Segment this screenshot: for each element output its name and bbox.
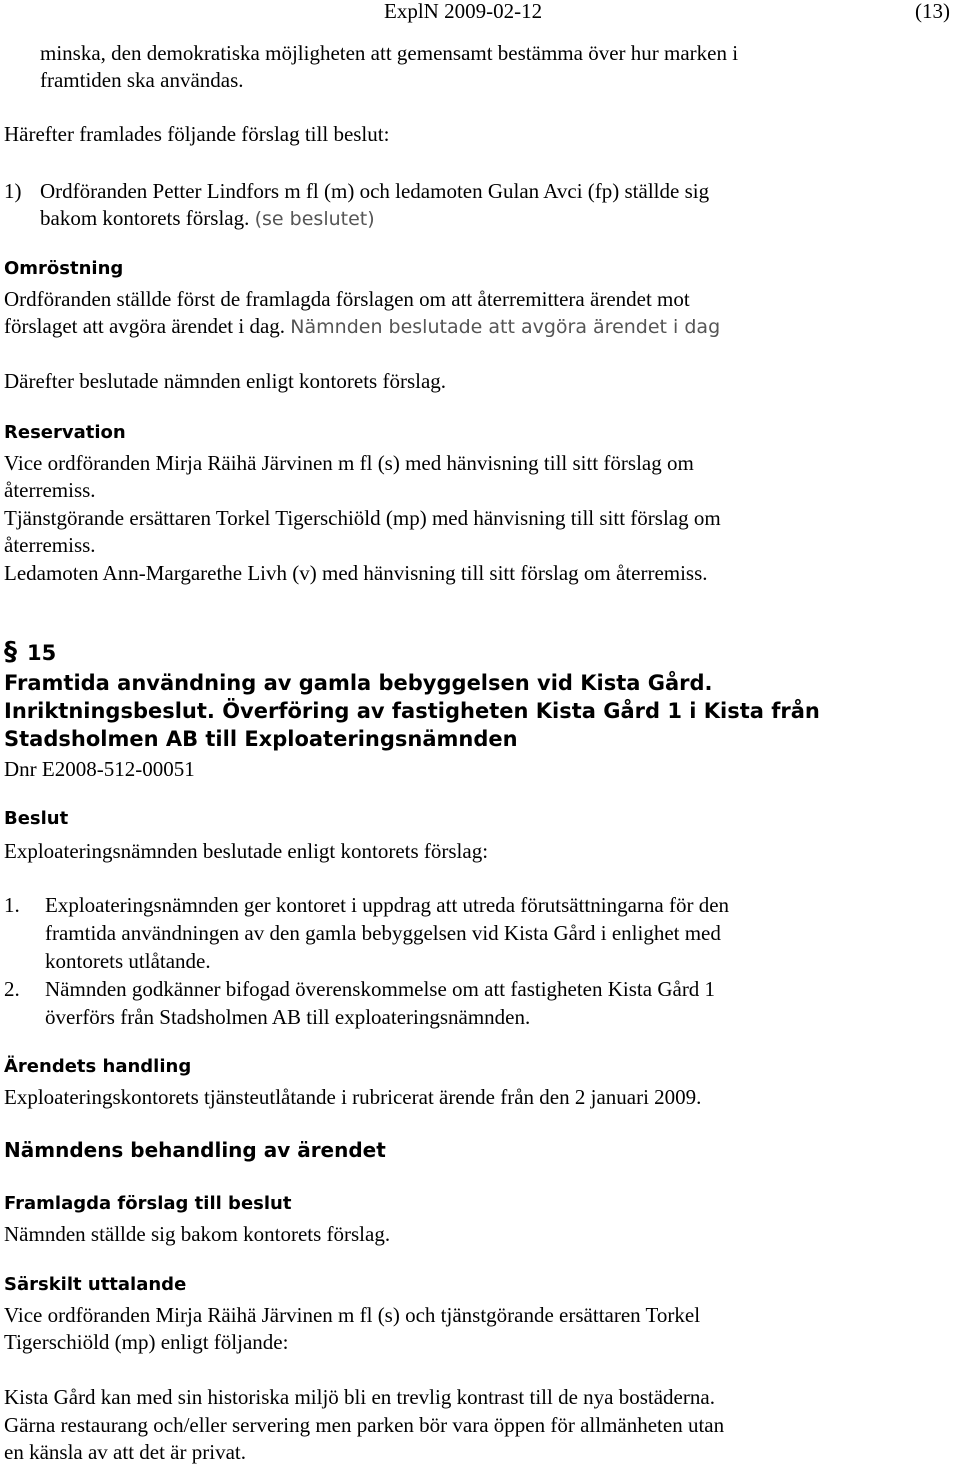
beslut-intro: Exploateringsnämnden beslutade enligt kontorets förslag:	[4, 839, 489, 863]
sarskilt-heading: Särskilt uttalande	[4, 1274, 187, 1295]
proposal-line: Ordföranden Petter Lindfors m fl (m) och ledamoten Gulan Avci (fp) ställde sig	[40, 179, 710, 203]
reservation-heading: Reservation	[4, 422, 126, 443]
framlagda-text: Nämnden ställde sig bakom kontorets förslag.	[4, 1222, 391, 1246]
section-title-line: Framtida användning av gamla bebyggelsen vid Kista Gård.	[4, 671, 713, 695]
omrostning-line: Därefter beslutade nämnden enligt kontorets förslag.	[4, 369, 447, 393]
omrostning-heading: Omröstning	[4, 258, 124, 279]
list-item-line: Nämnden godkänner bifogad överenskommelse om att fastigheten Kista Gård 1	[45, 977, 716, 1001]
reservation-line: Tjänstgörande ersättaren Torkel Tigerschiöld (mp) med hänvisning till sitt förslag om	[4, 506, 721, 530]
handling-heading: Ärendets handling	[4, 1056, 192, 1077]
proposal-note: (se beslutet)	[254, 208, 375, 230]
omrostning-decision: Nämnden beslutade att avgöra ärendet i dag	[290, 316, 721, 338]
sarskilt-line: Vice ordföranden Mirja Räihä Järvinen m fl (s) och tjänstgörande ersättaren Torkel	[4, 1303, 701, 1327]
section-number	[4, 637, 56, 667]
handling-text: Exploateringskontorets tjänsteutlåtande i rubricerat ärende från den 2 januari 2009.	[4, 1085, 702, 1109]
list-item-line: Exploateringsnämnden ger kontoret i uppdrag att utreda förutsättningarna för den	[45, 893, 730, 917]
beslut-heading: Beslut	[4, 808, 69, 829]
reservation-line: återremiss.	[4, 533, 96, 557]
list-item-number: 1.	[4, 893, 20, 917]
omrostning-line: Ordföranden ställde först de framlagda förslagen om att återremittera ärendet mot	[4, 287, 690, 311]
omrostning-text: förslaget att avgöra ärendet i dag.	[4, 314, 286, 338]
section-title-line: Stadsholmen AB till Exploateringsnämnden	[4, 727, 518, 751]
section-title-line: Inriktningsbeslut. Överföring av fastigheten Kista Gård 1 i Kista från	[4, 699, 820, 723]
list-item-number: 2.	[4, 977, 20, 1001]
framlagda-heading: Framlagda förslag till beslut	[4, 1193, 292, 1214]
intro-line: framtiden ska användas.	[40, 68, 244, 92]
page-number: (13)	[915, 0, 950, 23]
proposal-number: 1)	[4, 179, 22, 203]
diary-number: Dnr E2008-512-00051	[4, 757, 195, 781]
proposal-line	[40, 205, 375, 233]
omrostning-line	[4, 313, 720, 341]
document-reference: ExplN 2009-02-12	[384, 0, 543, 23]
proposal-text: bakom kontorets förslag.	[40, 206, 250, 230]
paragraph-sign: §	[4, 637, 17, 667]
list-item-line: framtida användningen av den gamla bebyggelsen vid Kista Gård i enlighet med	[45, 921, 721, 945]
list-item-line: kontorets utlåtande.	[45, 949, 211, 973]
sarskilt-line: Kista Gård kan med sin historiska miljö bli en trevlig kontrast till de nya bostäderna.	[4, 1385, 715, 1409]
reservation-line: Ledamoten Ann-Margarethe Livh (v) med hänvisning till sitt förslag om återremiss.	[4, 561, 708, 585]
intro-line: minska, den demokratiska möjligheten att gemensamt bestämma över hur marken i	[40, 41, 739, 65]
sarskilt-line: en känsla av att det är privat.	[4, 1440, 246, 1464]
sarskilt-line: Tigerschiöld (mp) enligt följande:	[4, 1330, 289, 1354]
list-item-line: överförs från Stadsholmen AB till exploateringsnämnden.	[45, 1005, 531, 1029]
reservation-line: Vice ordföranden Mirja Räihä Järvinen m fl (s) med hänvisning till sitt förslag om	[4, 451, 694, 475]
section-number-value: 15	[27, 641, 57, 665]
reservation-line: återremiss.	[4, 478, 96, 502]
proposals-intro: Härefter framlades följande förslag till beslut:	[4, 122, 390, 146]
behandling-heading: Nämndens behandling av ärendet	[4, 1138, 386, 1162]
sarskilt-line: Gärna restaurang och/eller servering men parken bör vara öppen för allmänheten utan	[4, 1413, 725, 1437]
